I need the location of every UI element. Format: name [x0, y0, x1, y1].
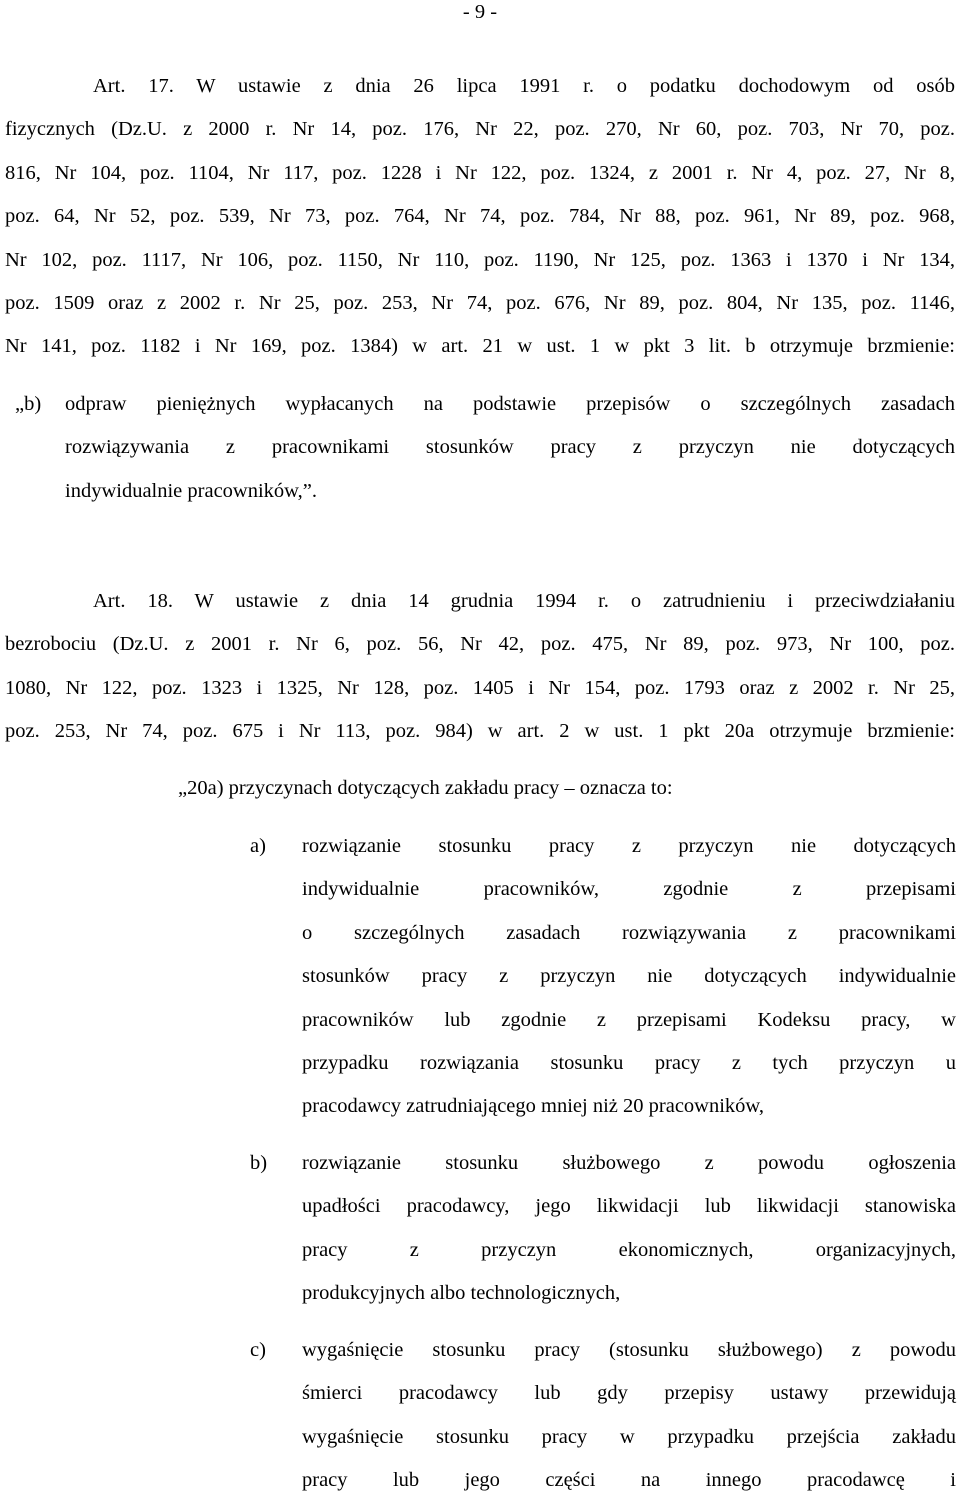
text-line: stosunków pracy z przyczyn nie dotyczących indywidualnie	[302, 965, 956, 988]
art17-text	[5, 65, 955, 369]
item-marker: „b)	[15, 393, 42, 415]
item-marker: c)	[250, 1339, 266, 1361]
text-line: Art. 18. W ustawie z dnia 14 grudnia 1994 r. o zatrudnieniu i przeciwdziałaniu	[93, 590, 955, 612]
item-marker: b)	[250, 1152, 268, 1174]
text-line: Nr 102, poz. 1117, Nr 106, poz. 1150, Nr 110, poz. 1190, Nr 125, poz. 1363 i 1370 i Nr 134,	[5, 248, 955, 271]
item-marker: a)	[250, 835, 266, 857]
text-line: indywidualnie pracowników, zgodnie z przepisami	[302, 878, 956, 901]
text-line: pracodawcy zatrudniającego mniej niż 20 pracowników,	[302, 1095, 765, 1118]
text-line: odpraw pieniężnych wypłacanych na podstawie przepisów o szczególnych zasadach	[65, 393, 955, 415]
text-line: indywidualnie pracowników,”.	[65, 479, 318, 502]
text-line: pracy lub jego części na innego pracodawcę i	[302, 1469, 956, 1492]
text-line: poz. 64, Nr 52, poz. 539, Nr 73, poz. 764, Nr 74, poz. 784, Nr 88, poz. 961, Nr 89, poz. 968,	[5, 205, 955, 228]
text-line: rozwiązanie stosunku pracy z przyczyn nie dotyczących	[302, 835, 956, 857]
text-line: 816, Nr 104, poz. 1104, Nr 117, poz. 1228 i Nr 122, poz. 1324, z 2001 r. Nr 4, poz. 27, Nr 8,	[5, 161, 955, 184]
art18-text	[5, 580, 955, 754]
text-line: Art. 17. W ustawie z dnia 26 lipca 1991 r. o podatku dochodowym od osób	[93, 75, 955, 97]
text-line: o szczególnych zasadach rozwiązywania z pracownikami	[302, 921, 956, 944]
text-line: poz. 253, Nr 74, poz. 675 i Nr 113, poz. 984) w art. 2 w ust. 1 pkt 20a otrzymuje brzmienie:	[5, 720, 955, 743]
text-line: upadłości pracodawcy, jego likwidacji lub likwidacji stanowiska	[302, 1195, 956, 1218]
text-line: przypadku rozwiązania stosunku pracy z tych przyczyn u	[302, 1052, 956, 1075]
text-line: wygaśnięcie stosunku pracy (stosunku służbowego) z powodu	[302, 1339, 956, 1361]
text-line: pracowników lub zgodnie z przepisami Kodeksu pracy, w	[302, 1008, 956, 1031]
text-line: poz. 1509 oraz z 2002 r. Nr 25, poz. 253, Nr 74, poz. 676, Nr 89, poz. 804, Nr 135, poz. 1146,	[5, 292, 955, 315]
text-line: pracy z przyczyn ekonomicznych, organizacyjnych,	[302, 1238, 956, 1261]
text-line: rozwiązywania z pracownikami stosunków pracy z przyczyn nie dotyczących	[65, 436, 955, 459]
text-line: fizycznych (Dz.U. z 2000 r. Nr 14, poz. 176, Nr 22, poz. 270, Nr 60, poz. 703, Nr 70, poz.	[5, 118, 955, 141]
text-line: śmierci pracodawcy lub gdy przepisy ustawy przewidują	[302, 1382, 956, 1405]
text-line: wygaśnięcie stosunku pracy w przypadku przejścia zakładu	[302, 1425, 956, 1448]
definition-intro: „20a) przyczynach dotyczących zakładu pracy – oznacza to:	[178, 777, 673, 799]
text-line: produkcyjnych albo technologicznych,	[302, 1282, 621, 1305]
page-number: - 9 -	[462, 1, 498, 23]
text-line: bezrobociu (Dz.U. z 2001 r. Nr 6, poz. 56, Nr 42, poz. 475, Nr 89, poz. 973, Nr 100, poz.	[5, 633, 955, 656]
text-line: Nr 141, poz. 1182 i Nr 169, poz. 1384) w art. 21 w ust. 1 w pkt 3 lit. b otrzymuje brzmienie:	[5, 335, 955, 358]
text-line: 1080, Nr 122, poz. 1323 i 1325, Nr 128, poz. 1405 i Nr 154, poz. 1793 oraz z 2002 r. Nr 25,	[5, 676, 955, 699]
text-line: rozwiązanie stosunku służbowego z powodu ogłoszenia	[302, 1152, 956, 1174]
